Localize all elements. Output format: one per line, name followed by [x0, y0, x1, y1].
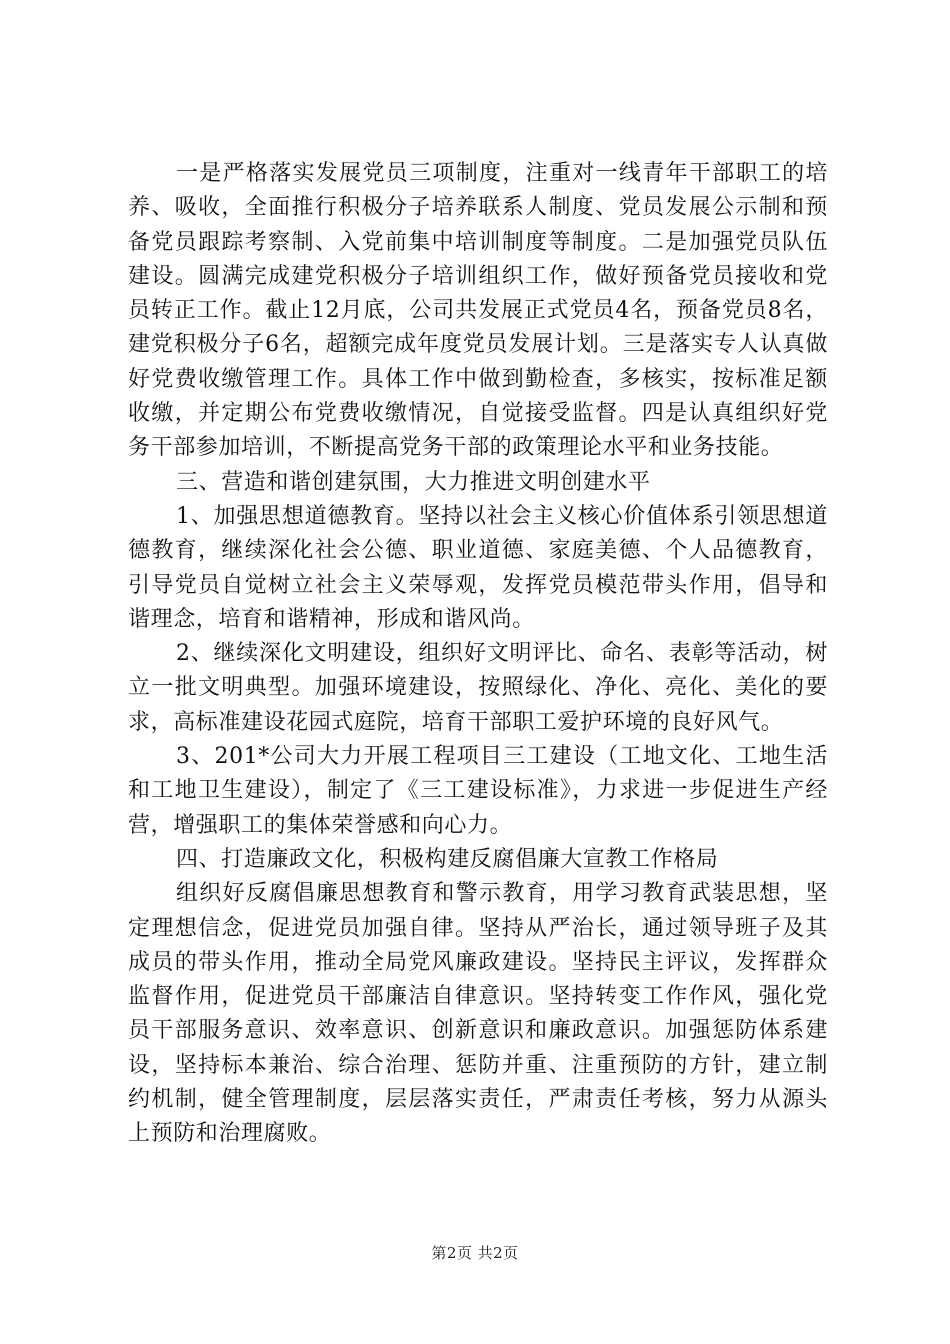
paragraph-party-development: 一是严格落实发展党员三项制度，注重对一线青年干部职工的培养、吸收，全面推行积极分子培养联系人制度、党员发展公示制和预备党员跟踪考察制、入党前集中培训制度等制度。二是加强党员队伍建设。圆满完成建党积极分子培训组织工作，做好预备党员接收和党员转正工作。截止12月底，公司共发展正式党员4名，预备党员8名，建党积极分子6名，超额完成年度党员发展计划。三是落实专人认真做好党费收缴管理工作。具体工作中做到勤检查，多核实，按标准足额收缴，并定期公布党费收缴情况，自觉接受监督。四是认真组织好党务干部参加培训，不断提高党务干部的政策理论水平和业务技能。: [128, 161, 828, 461]
paragraph-moral-education: 1、加强思想道德教育。坚持以社会主义核心价值体系引领思想道德教育，继续深化社会公德、职业道德、家庭美德、个人品德教育，引导党员自觉树立社会主义荣辱观，发挥党员模范带头作用，倡导和谐理念，培育和谐精神，形成和谐风尚。: [128, 503, 828, 632]
section-heading-four: 四、打造廉政文化，积极构建反腐倡廉大宣教工作格局: [176, 846, 719, 872]
page-footer: 第2页 共2页: [431, 1244, 519, 1262]
section-heading-three: 三、营造和谐创建氛围，大力推进文明创建水平: [176, 469, 651, 495]
paragraph-anti-corruption: 组织好反腐倡廉思想教育和警示教育，用学习教育武装思想，坚定理想信念，促进党员加强自律。坚持从严治长，通过领导班子及其成员的带头作用，推动全局党风廉政建设。坚持民主评议，发挥群众监督作用，促进党员干部廉洁自律意识。坚持转变工作作风，强化党员干部服务意识、效率意识、创新意识和廉政意识。加强惩防体系建设，坚持标本兼治、综合治理、惩防并重、注重预防的方针，建立制约机制，健全管理制度，层层落实责任，严肃责任考核，努力从源头上预防和治理腐败。: [128, 881, 828, 1147]
document-body: [128, 157, 828, 1152]
paragraph-civilization-building: 2、继续深化文明建设，组织好文明评比、命名、表彰等活动，树立一批文明典型。加强环境建设，按照绿化、净化、亮化、美化的要求，高标准建设花园式庭院，培育干部职工爱护环境的良好风气。: [128, 641, 828, 735]
paragraph-three-work-construction: 3、201*公司大力开展工程项目三工建设（工地文化、工地生活和工地卫生建设），制定了《三工建设标准》，力求进一步促进生产经营，增强职工的集体荣誉感和向心力。: [128, 744, 828, 838]
